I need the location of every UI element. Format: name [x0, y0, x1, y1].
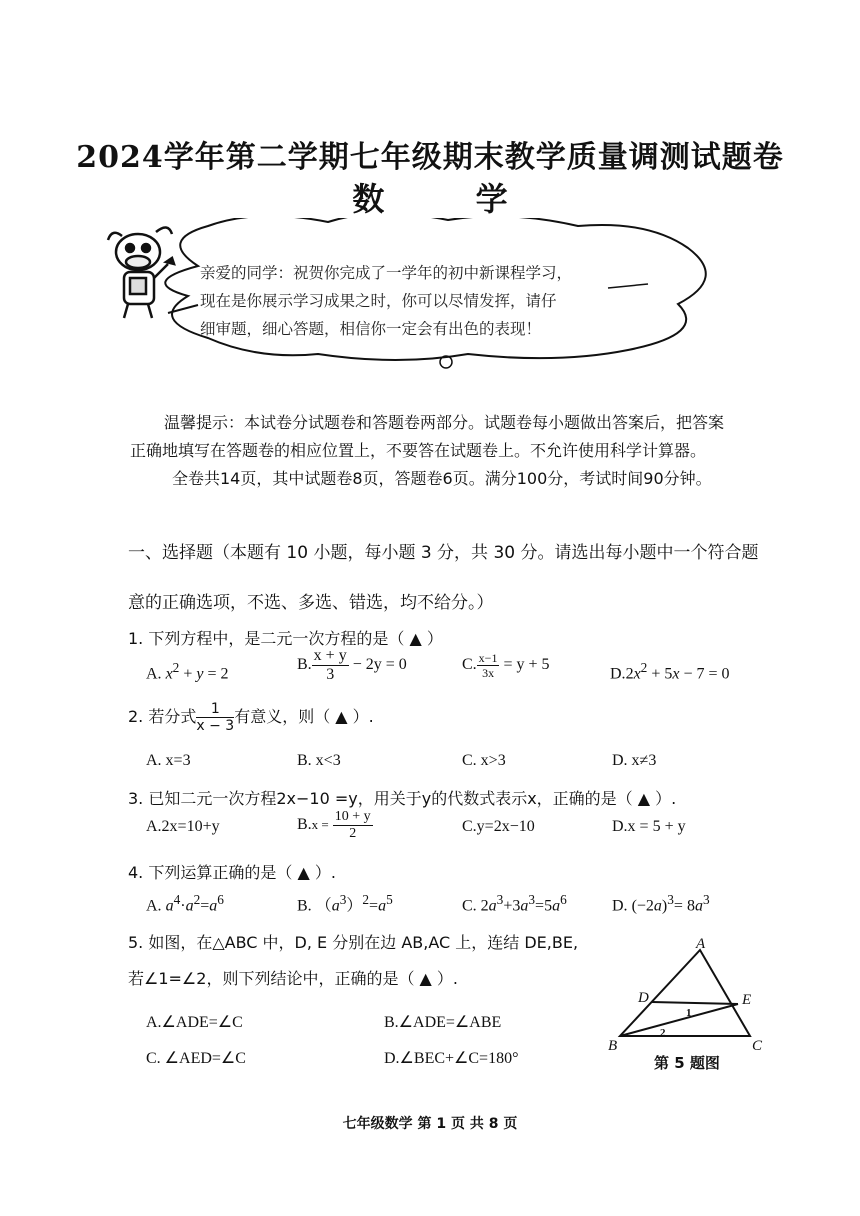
q2-option-d: D. x≠3: [612, 752, 657, 769]
vertex-d-label: D: [638, 990, 649, 1006]
q4-option-c: C. $2a^3+3a^3=5a^6$: [462, 892, 567, 915]
q2-stem: 2. 若分式 $\frac{1}{x - 3}$ 有意义，则（ ▲ ）.: [128, 701, 374, 734]
q3-option-c: C.y=2x−10: [462, 818, 535, 835]
q1-option-d: $D.2x^2 + 5x - 7 = 0$: [610, 660, 730, 683]
greeting-line-3: 细审题，细心答题，相信你一定会有出色的表现！: [200, 320, 542, 338]
q5-stem-line-1: 5. 如图，在△ABC 中，D, E 分别在边 AB,AC 上，连结 DE,BE,: [128, 933, 579, 952]
q5-option-b: B.∠ADE=∠ABE: [384, 1014, 502, 1031]
q4-option-b: B. $(a^3)^2=a^5$: [297, 892, 393, 915]
q2-option-b: B. x<3: [297, 752, 341, 769]
vertex-a-label: A: [696, 936, 706, 952]
vertex-e-label: E: [742, 992, 752, 1008]
q1-option-c: C. $\frac{x-1}{3x}$ = y + 5: [462, 651, 550, 680]
q3-option-a: A.2x=10+y: [146, 818, 220, 835]
q4-stem: 4. 下列运算正确的是（ ▲ ）.: [128, 863, 336, 882]
angle-1-label: 1: [686, 1007, 692, 1019]
q5-stem-line-2: 若∠1=∠2，则下列结论中，正确的是（ ▲ ）.: [128, 969, 459, 988]
section-heading-line-2: 意的正确选项，不选、多选、错选，均不给分。）: [128, 593, 494, 613]
section-heading-line-1: 一、选择题（本题有 10 小题，每小题 3 分，共 30 分。请选出每小题中一个符合题: [128, 543, 759, 563]
q1-option-b: B. $\frac{x + y}{3}$ − 2y = 0: [297, 647, 407, 683]
q3-option-d: D.x = 5 + y: [612, 818, 686, 835]
greeting-line-1: 亲爱的同学：祝贺你完成了一学年的初中新课程学习，: [200, 264, 573, 282]
q5-option-a: A.∠ADE=∠C: [146, 1014, 243, 1031]
q5-triangle-figure: [600, 936, 780, 1054]
greeting-line-2: 现在是你展示学习成果之时，你可以尽情发挥，请仔: [200, 292, 557, 310]
q4-option-d: D. $(-2a)^3= 8a^3$: [612, 892, 710, 915]
q2-option-a: A. x=3: [146, 752, 191, 769]
page-title: 2024学年第二学期七年级期末教学质量调测试题卷: [76, 140, 784, 175]
subject-title: 数 学: [352, 180, 548, 218]
q4-option-a: A. $a^4\cdot a^2=a^6$: [146, 892, 224, 915]
vertex-c-label: C: [752, 1038, 763, 1054]
q2-option-c: C. x>3: [462, 752, 506, 769]
tip-line-3: 全卷共14页，其中试题卷8页，答题卷6页。满分100分，考试时间90分钟。: [172, 469, 712, 488]
page-footer: 七年级数学 第 1 页 共 8 页: [342, 1116, 518, 1132]
q5-option-d: D.∠BEC+∠C=180°: [384, 1050, 519, 1067]
q1-stem: 1. 下列方程中，是二元一次方程的是（ ▲ ）: [128, 629, 443, 648]
tip-line-1: 温馨提示：本试卷分试题卷和答题卷两部分。试题卷每小题做出答案后，把答案: [164, 413, 725, 432]
q5-figure-caption: 第 5 题图: [654, 1054, 720, 1072]
vertex-b-label: B: [608, 1038, 618, 1054]
q3-option-b: B.x = $\frac{10 + y}{2}$: [297, 809, 371, 841]
tip-line-2: 正确地填写在答题卷的相应位置上，不要答在试题卷上。不允许使用科学计算器。: [130, 441, 707, 460]
angle-2-label: 2: [660, 1027, 666, 1039]
q5-option-c: C. ∠AED=∠C: [146, 1050, 246, 1067]
q3-stem: 3. 已知二元一次方程2x−10 =y，用关于y的代数式表示x，正确的是（ ▲ ）.: [128, 789, 677, 808]
q1-option-a: A. $x^2 + y = 2$: [146, 660, 229, 683]
